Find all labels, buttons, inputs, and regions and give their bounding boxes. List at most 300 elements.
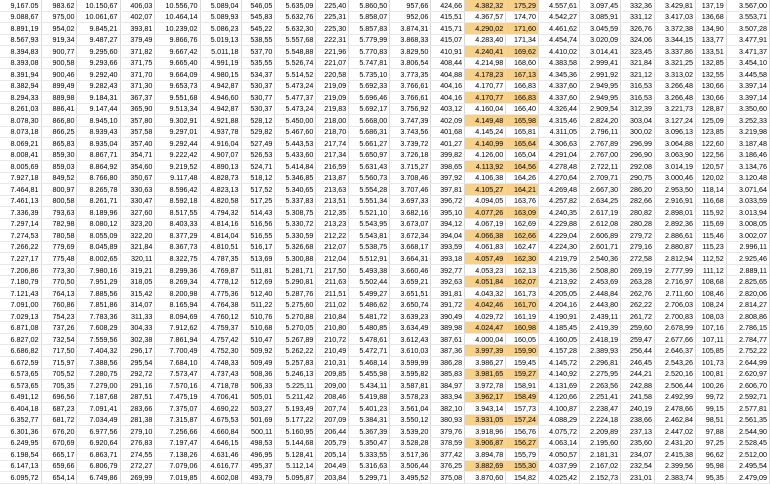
- table-cell[interactable]: 4.229,88: [539, 218, 580, 230]
- table-cell[interactable]: 4.718,78: [200, 380, 241, 392]
- table-cell[interactable]: 7.029,13: [0, 310, 41, 322]
- table-cell[interactable]: 4.067,19: [465, 218, 506, 230]
- table-cell[interactable]: 7.783,36: [77, 310, 120, 322]
- table-cell[interactable]: 849,52: [41, 172, 77, 184]
- table-cell[interactable]: 493,79: [241, 472, 275, 484]
- table-cell[interactable]: 8.891,19: [0, 23, 41, 35]
- table-cell[interactable]: 516,17: [241, 241, 275, 253]
- table-row[interactable]: [0, 69, 770, 81]
- table-cell[interactable]: 6.672,59: [0, 356, 41, 368]
- table-cell[interactable]: 279,72: [621, 230, 655, 242]
- table-cell[interactable]: 378,59: [431, 437, 465, 449]
- table-cell[interactable]: 4.820,58: [200, 195, 241, 207]
- table-cell[interactable]: 217,34: [316, 149, 349, 161]
- table-cell[interactable]: 316,53: [621, 92, 655, 104]
- table-cell[interactable]: 5.735,10: [349, 69, 390, 81]
- table-cell[interactable]: 4.769,87: [200, 264, 241, 276]
- table-cell[interactable]: 3.429,81: [654, 0, 695, 11]
- table-cell[interactable]: 4.337,60: [539, 92, 580, 104]
- table-cell[interactable]: 3.931,05: [465, 414, 506, 426]
- table-row[interactable]: [0, 172, 770, 184]
- table-cell[interactable]: 5.478,61: [349, 333, 390, 345]
- table-cell[interactable]: 4.383,58: [539, 57, 580, 69]
- table-cell[interactable]: 8.008,41: [0, 149, 41, 161]
- table-cell[interactable]: 503,27: [241, 403, 275, 415]
- table-cell[interactable]: 7.684,10: [155, 356, 200, 368]
- table-cell[interactable]: 6.404,18: [0, 403, 41, 415]
- table-cell[interactable]: 4.204,16: [539, 299, 580, 311]
- table-cell[interactable]: 5.089,04: [200, 0, 241, 11]
- table-cell[interactable]: 8.403,33: [155, 218, 200, 230]
- table-cell[interactable]: 8.567,93: [0, 34, 41, 46]
- table-cell[interactable]: 5.686,31: [349, 126, 390, 138]
- table-cell[interactable]: 128,87: [695, 103, 726, 115]
- table-cell[interactable]: 514,43: [241, 207, 275, 219]
- table-cell[interactable]: 5.650,97: [349, 149, 390, 161]
- table-cell[interactable]: 4.410,02: [539, 46, 580, 58]
- table-cell[interactable]: 9.117,48: [155, 172, 200, 184]
- table-cell[interactable]: 546,05: [241, 0, 275, 11]
- table-cell[interactable]: 218,00: [316, 115, 349, 127]
- table-cell[interactable]: 4.140,92: [539, 368, 580, 380]
- table-cell[interactable]: 397,92: [431, 172, 465, 184]
- table-cell[interactable]: 408,44: [431, 57, 465, 69]
- table-cell[interactable]: 5.486,62: [349, 299, 390, 311]
- table-cell[interactable]: 886,41: [41, 103, 77, 115]
- table-cell[interactable]: 164,56: [506, 161, 539, 173]
- table-row[interactable]: [0, 287, 770, 299]
- table-cell[interactable]: 5.481,72: [349, 310, 390, 322]
- table-cell[interactable]: 732,54: [41, 333, 77, 345]
- table-cell[interactable]: 4.126,00: [465, 149, 506, 161]
- table-cell[interactable]: 530,37: [241, 80, 275, 92]
- table-cell[interactable]: 9.653,73: [155, 80, 200, 92]
- table-cell[interactable]: 2.606,89: [580, 230, 621, 242]
- table-cell[interactable]: 393,18: [431, 253, 465, 265]
- table-cell[interactable]: 213,51: [316, 195, 349, 207]
- table-cell[interactable]: 7.927,18: [0, 172, 41, 184]
- table-row[interactable]: [0, 218, 770, 230]
- table-cell[interactable]: 7.138,26: [155, 449, 200, 461]
- table-cell[interactable]: 5.095,87: [275, 472, 316, 484]
- table-cell[interactable]: 2.540,36: [580, 253, 621, 265]
- table-cell[interactable]: 5.330,59: [275, 230, 316, 242]
- table-cell[interactable]: 524,71: [241, 161, 275, 173]
- table-cell[interactable]: 7.280,75: [77, 368, 120, 380]
- table-cell[interactable]: 509,92: [241, 345, 275, 357]
- table-cell[interactable]: 8.165,94: [155, 299, 200, 311]
- table-cell[interactable]: 2.275,95: [580, 368, 621, 380]
- table-cell[interactable]: 3.071,64: [726, 184, 769, 196]
- table-cell[interactable]: 2.506,44: [654, 380, 695, 392]
- table-cell[interactable]: 395,10: [431, 207, 465, 219]
- table-cell[interactable]: 6.147,13: [0, 460, 41, 472]
- table-cell[interactable]: 205,14: [316, 449, 349, 461]
- table-cell[interactable]: 859,03: [41, 161, 77, 173]
- table-cell[interactable]: 4.113,92: [465, 161, 506, 173]
- table-cell[interactable]: 3.587,81: [390, 380, 431, 392]
- table-cell[interactable]: 889,98: [41, 92, 77, 104]
- table-row[interactable]: [0, 333, 770, 345]
- table-cell[interactable]: 4.706,41: [200, 391, 241, 403]
- table-cell[interactable]: 4.269,48: [539, 184, 580, 196]
- table-cell[interactable]: 4.315,46: [539, 115, 580, 127]
- table-cell[interactable]: 3.874,31: [390, 23, 431, 35]
- table-cell[interactable]: 221,96: [316, 46, 349, 58]
- table-cell[interactable]: 259,47: [621, 333, 655, 345]
- table-cell[interactable]: 779,69: [41, 241, 77, 253]
- table-cell[interactable]: 2.909,54: [580, 103, 621, 115]
- table-cell[interactable]: 210,72: [316, 333, 349, 345]
- table-cell[interactable]: 9.292,40: [77, 69, 120, 81]
- table-cell[interactable]: 5.211,42: [275, 391, 316, 403]
- table-cell[interactable]: 2.296,81: [580, 356, 621, 368]
- table-cell[interactable]: 2.577,81: [726, 403, 769, 415]
- table-cell[interactable]: 4.942,87: [200, 103, 241, 115]
- table-cell[interactable]: 4.921,88: [200, 115, 241, 127]
- table-cell[interactable]: 323,20: [120, 218, 155, 230]
- table-cell[interactable]: 3.634,49: [390, 322, 431, 334]
- table-cell[interactable]: 115,46: [695, 230, 726, 242]
- table-cell[interactable]: 800,58: [41, 195, 77, 207]
- table-cell[interactable]: 171,60: [506, 23, 539, 35]
- table-cell[interactable]: 5.281,71: [275, 264, 316, 276]
- table-cell[interactable]: 401,27: [431, 138, 465, 150]
- table-cell[interactable]: 2.677,66: [654, 333, 695, 345]
- table-cell[interactable]: 4.752,30: [200, 345, 241, 357]
- table-cell[interactable]: 162,13: [506, 264, 539, 276]
- table-cell[interactable]: 5.177,22: [275, 414, 316, 426]
- table-cell[interactable]: 396,72: [431, 195, 465, 207]
- table-cell[interactable]: 8.078,30: [0, 115, 41, 127]
- table-cell[interactable]: 2.479,09: [726, 472, 769, 484]
- table-cell[interactable]: 3.906,87: [465, 437, 506, 449]
- table-cell[interactable]: 4.937,78: [200, 126, 241, 138]
- table-cell[interactable]: 2.916,91: [654, 195, 695, 207]
- table-row[interactable]: [0, 460, 770, 472]
- table-cell[interactable]: 4.185,45: [539, 322, 580, 334]
- table-cell[interactable]: 8.394,83: [0, 46, 41, 58]
- table-cell[interactable]: 4.278,48: [539, 161, 580, 173]
- table-cell[interactable]: 406,03: [120, 0, 155, 11]
- table-cell[interactable]: 105,85: [695, 345, 726, 357]
- table-cell[interactable]: 529,82: [241, 126, 275, 138]
- table-cell[interactable]: 5.543,95: [349, 218, 390, 230]
- table-cell[interactable]: 4.890,13: [200, 161, 241, 173]
- table-cell[interactable]: 5.367,39: [349, 426, 390, 438]
- table-cell[interactable]: 2.389,93: [580, 345, 621, 357]
- table-cell[interactable]: 404,88: [431, 69, 465, 81]
- table-cell[interactable]: 365,90: [120, 103, 155, 115]
- table-cell[interactable]: 8.867,71: [77, 149, 120, 161]
- table-cell[interactable]: 3.020,09: [580, 34, 621, 46]
- table-cell[interactable]: 386,28: [431, 356, 465, 368]
- table-cell[interactable]: 330,47: [120, 195, 155, 207]
- table-cell[interactable]: 210,80: [316, 322, 349, 334]
- table-cell[interactable]: 4.616,77: [200, 460, 241, 472]
- table-cell[interactable]: 3.000,46: [654, 172, 695, 184]
- table-cell[interactable]: 389,98: [431, 322, 465, 334]
- table-cell[interactable]: 4.094,05: [465, 195, 506, 207]
- table-cell[interactable]: 517,52: [241, 184, 275, 196]
- table-cell[interactable]: 2.786,15: [726, 322, 769, 334]
- table-cell[interactable]: 5.560,73: [349, 172, 390, 184]
- table-cell[interactable]: 108,46: [695, 287, 726, 299]
- table-cell[interactable]: 510,47: [241, 333, 275, 345]
- table-cell[interactable]: 4.053,23: [465, 264, 506, 276]
- table-cell[interactable]: 2.418,19: [580, 333, 621, 345]
- table-cell[interactable]: 3.266,48: [654, 80, 695, 92]
- table-cell[interactable]: 975,00: [41, 11, 77, 23]
- table-cell[interactable]: 4.215,36: [539, 264, 580, 276]
- table-row[interactable]: [0, 356, 770, 368]
- table-cell[interactable]: 387,36: [431, 345, 465, 357]
- table-cell[interactable]: 5.267,89: [275, 333, 316, 345]
- table-cell[interactable]: 282,66: [621, 195, 655, 207]
- table-cell[interactable]: 3.085,91: [580, 11, 621, 23]
- table-cell[interactable]: 3.096,13: [654, 126, 695, 138]
- table-cell[interactable]: 2.812,94: [654, 253, 695, 265]
- table-cell[interactable]: 398,65: [431, 161, 465, 173]
- table-cell[interactable]: 4.240,35: [539, 207, 580, 219]
- table-cell[interactable]: 4.131,69: [539, 380, 580, 392]
- table-cell[interactable]: 2.495,54: [726, 460, 769, 472]
- table-cell[interactable]: 156,76: [506, 426, 539, 438]
- table-cell[interactable]: 2.784,77: [726, 333, 769, 345]
- table-cell[interactable]: 6.920,64: [77, 437, 120, 449]
- table-cell[interactable]: 4.270,64: [539, 172, 580, 184]
- table-cell[interactable]: 5.290,81: [275, 276, 316, 288]
- table-cell[interactable]: 952,06: [390, 11, 431, 23]
- table-cell[interactable]: 5.551,34: [349, 195, 390, 207]
- table-cell[interactable]: 4.916,04: [200, 138, 241, 150]
- table-cell[interactable]: 312,39: [621, 103, 655, 115]
- table-cell[interactable]: 232,54: [621, 460, 655, 472]
- table-cell[interactable]: 326,76: [621, 23, 655, 35]
- table-cell[interactable]: 3.528,28: [390, 437, 431, 449]
- table-cell[interactable]: 8.377,29: [155, 230, 200, 242]
- table-cell[interactable]: 8.939,43: [77, 126, 120, 138]
- table-cell[interactable]: 269,19: [621, 264, 655, 276]
- table-cell[interactable]: 165,04: [506, 149, 539, 161]
- table-cell[interactable]: 5.473,24: [275, 103, 316, 115]
- table-cell[interactable]: 218,70: [316, 126, 349, 138]
- table-cell[interactable]: 154,82: [506, 472, 539, 484]
- table-cell[interactable]: 9.297,01: [155, 126, 200, 138]
- table-cell[interactable]: 246,45: [621, 356, 655, 368]
- table-cell[interactable]: 7.091,00: [0, 299, 41, 311]
- table-cell[interactable]: 793,63: [41, 207, 77, 219]
- table-cell[interactable]: 717,50: [41, 345, 77, 357]
- table-cell[interactable]: 509,49: [241, 356, 275, 368]
- table-cell[interactable]: 3.766,61: [390, 80, 431, 92]
- table-cell[interactable]: 6.573,65: [0, 368, 41, 380]
- table-cell[interactable]: 3.870,60: [465, 472, 506, 484]
- table-cell[interactable]: 5.455,98: [349, 368, 390, 380]
- table-cell[interactable]: 5.246,13: [275, 368, 316, 380]
- table-cell[interactable]: 2.431,20: [654, 437, 695, 449]
- table-row[interactable]: [0, 322, 770, 334]
- table-cell[interactable]: 382,10: [431, 403, 465, 415]
- table-cell[interactable]: 244,21: [621, 368, 655, 380]
- table-cell[interactable]: 221,07: [316, 57, 349, 69]
- table-cell[interactable]: 3.660,46: [390, 264, 431, 276]
- table-cell[interactable]: 3.806,54: [390, 57, 431, 69]
- table-cell[interactable]: 304,33: [120, 322, 155, 334]
- table-cell[interactable]: 3.187,48: [726, 138, 769, 150]
- table-cell[interactable]: 5.538,75: [349, 241, 390, 253]
- table-row[interactable]: [0, 11, 770, 23]
- table-cell[interactable]: 3.868,33: [390, 34, 431, 46]
- table-cell[interactable]: 5.493,38: [349, 264, 390, 276]
- table-cell[interactable]: 6.871,08: [0, 322, 41, 334]
- table-cell[interactable]: 7.034,49: [77, 414, 120, 426]
- table-cell[interactable]: 773,30: [41, 264, 77, 276]
- table-cell[interactable]: 3.610,03: [390, 345, 431, 357]
- table-cell[interactable]: 496,95: [241, 449, 275, 461]
- table-cell[interactable]: 210,84: [316, 310, 349, 322]
- table-cell[interactable]: 2.617,19: [580, 207, 621, 219]
- table-cell[interactable]: 2.419,39: [580, 322, 621, 334]
- table-cell[interactable]: 3.595,82: [390, 368, 431, 380]
- table-cell[interactable]: 2.667,30: [580, 184, 621, 196]
- table-cell[interactable]: 3.578,23: [390, 391, 431, 403]
- table-cell[interactable]: 216,59: [316, 161, 349, 173]
- table-cell[interactable]: 2.478,66: [654, 403, 695, 415]
- table-cell[interactable]: 321,84: [621, 57, 655, 69]
- table-cell[interactable]: 394,12: [431, 218, 465, 230]
- table-cell[interactable]: 3.756,92: [390, 103, 431, 115]
- table-cell[interactable]: 7.297,14: [0, 218, 41, 230]
- table-cell[interactable]: 5.514,52: [275, 69, 316, 81]
- table-cell[interactable]: 256,44: [621, 345, 655, 357]
- table-cell[interactable]: 8.299,36: [155, 264, 200, 276]
- table-cell[interactable]: 3.726,18: [390, 149, 431, 161]
- table-cell[interactable]: 9.222,42: [155, 149, 200, 161]
- table-cell[interactable]: 415,07: [431, 34, 465, 46]
- table-cell[interactable]: 6.573,65: [0, 380, 41, 392]
- table-cell[interactable]: 9.147,44: [77, 103, 120, 115]
- table-cell[interactable]: 219,09: [316, 80, 349, 92]
- table-cell[interactable]: 3.766,61: [390, 92, 431, 104]
- table-cell[interactable]: 10.556,70: [155, 0, 200, 11]
- table-cell[interactable]: 7.404,32: [77, 345, 120, 357]
- table-cell[interactable]: 4.306,63: [539, 138, 580, 150]
- table-cell[interactable]: 212,04: [316, 253, 349, 265]
- table-cell[interactable]: 7.180,79: [0, 276, 41, 288]
- table-cell[interactable]: 534,37: [241, 69, 275, 81]
- table-cell[interactable]: 280,82: [621, 207, 655, 219]
- table-cell[interactable]: 7.206,86: [0, 264, 41, 276]
- table-cell[interactable]: 6.806,79: [77, 460, 120, 472]
- table-cell[interactable]: 3.219,98: [726, 126, 769, 138]
- table-cell[interactable]: 6.352,77: [0, 414, 41, 426]
- table-cell[interactable]: 2.612,08: [580, 218, 621, 230]
- table-cell[interactable]: 8.265,78: [77, 184, 120, 196]
- table-cell[interactable]: 7.279,00: [77, 380, 120, 392]
- table-cell[interactable]: 9.845,21: [77, 23, 120, 35]
- table-cell[interactable]: 775,48: [41, 253, 77, 265]
- table-cell[interactable]: 162,69: [506, 218, 539, 230]
- table-cell[interactable]: 3.064,88: [654, 138, 695, 150]
- table-cell[interactable]: 7.315,87: [155, 414, 200, 426]
- table-cell[interactable]: 390,49: [431, 310, 465, 322]
- table-cell[interactable]: 696,56: [41, 391, 77, 403]
- table-cell[interactable]: 354,71: [120, 149, 155, 161]
- table-cell[interactable]: 169,62: [506, 46, 539, 58]
- table-cell[interactable]: 100,81: [695, 368, 726, 380]
- table-cell[interactable]: 5.128,41: [275, 449, 316, 461]
- table-cell[interactable]: 4.145,72: [539, 356, 580, 368]
- table-cell[interactable]: 2.167,02: [580, 460, 621, 472]
- table-cell[interactable]: 4.311,05: [539, 126, 580, 138]
- table-row[interactable]: [0, 449, 770, 461]
- table-cell[interactable]: 323,45: [621, 46, 655, 58]
- table-cell[interactable]: 3.252,33: [726, 115, 769, 127]
- table-cell[interactable]: 220,58: [316, 69, 349, 81]
- table-cell[interactable]: 2.448,84: [580, 287, 621, 299]
- table-cell[interactable]: 4.075,72: [539, 426, 580, 438]
- table-cell[interactable]: 754,23: [41, 310, 77, 322]
- table-cell[interactable]: 331,12: [621, 11, 655, 23]
- table-cell[interactable]: 8.073,18: [0, 126, 41, 138]
- table-row[interactable]: [0, 437, 770, 449]
- table-cell[interactable]: 7.851,86: [77, 299, 120, 311]
- table-cell[interactable]: 9.184,31: [77, 92, 120, 104]
- table-cell[interactable]: 101,73: [695, 356, 726, 368]
- table-cell[interactable]: 2.953,50: [654, 184, 695, 196]
- table-cell[interactable]: 2.544,90: [726, 426, 769, 438]
- table-cell[interactable]: 296,99: [621, 138, 655, 150]
- table-cell[interactable]: 900,46: [41, 69, 77, 81]
- table-cell[interactable]: 4.748,33: [200, 356, 241, 368]
- table-cell[interactable]: 4.367,57: [465, 11, 506, 23]
- table-cell[interactable]: 2.646,37: [654, 345, 695, 357]
- table-cell[interactable]: 4.051,84: [465, 276, 506, 288]
- table-cell[interactable]: 99,15: [695, 403, 726, 415]
- table-row[interactable]: [0, 184, 770, 196]
- table-cell[interactable]: 281,38: [120, 414, 155, 426]
- table-cell[interactable]: 5.632,30: [275, 23, 316, 35]
- table-cell[interactable]: 99,72: [695, 391, 726, 403]
- table-cell[interactable]: 4.814,16: [200, 218, 241, 230]
- table-cell[interactable]: 295,54: [120, 356, 155, 368]
- table-cell[interactable]: 134,90: [695, 23, 726, 35]
- table-cell[interactable]: 9.664,09: [155, 69, 200, 81]
- table-cell[interactable]: 350,67: [120, 172, 155, 184]
- table-cell[interactable]: 225,31: [316, 11, 349, 23]
- table-row[interactable]: [0, 310, 770, 322]
- table-row[interactable]: [0, 207, 770, 219]
- table-cell[interactable]: 210,31: [316, 356, 349, 368]
- table-cell[interactable]: 4.810,51: [200, 241, 241, 253]
- table-cell[interactable]: 2.825,65: [726, 276, 769, 288]
- table-cell[interactable]: 3.014,41: [580, 46, 621, 58]
- table-cell[interactable]: 505,01: [241, 391, 275, 403]
- table-cell[interactable]: 2.777,99: [654, 264, 695, 276]
- table-cell[interactable]: 8.189,96: [77, 207, 120, 219]
- table-cell[interactable]: 3.506,44: [390, 460, 431, 472]
- table-cell[interactable]: 3.014,19: [654, 161, 695, 173]
- table-cell[interactable]: 4.190,91: [539, 310, 580, 322]
- table-cell[interactable]: 5.632,76: [275, 11, 316, 23]
- table-cell[interactable]: 132,55: [695, 69, 726, 81]
- table-cell[interactable]: 108,68: [695, 276, 726, 288]
- table-cell[interactable]: 5.779,99: [349, 34, 390, 46]
- table-cell[interactable]: 2.453,69: [580, 276, 621, 288]
- table-cell[interactable]: 2.722,11: [580, 161, 621, 173]
- table-cell[interactable]: 2.528,45: [726, 437, 769, 449]
